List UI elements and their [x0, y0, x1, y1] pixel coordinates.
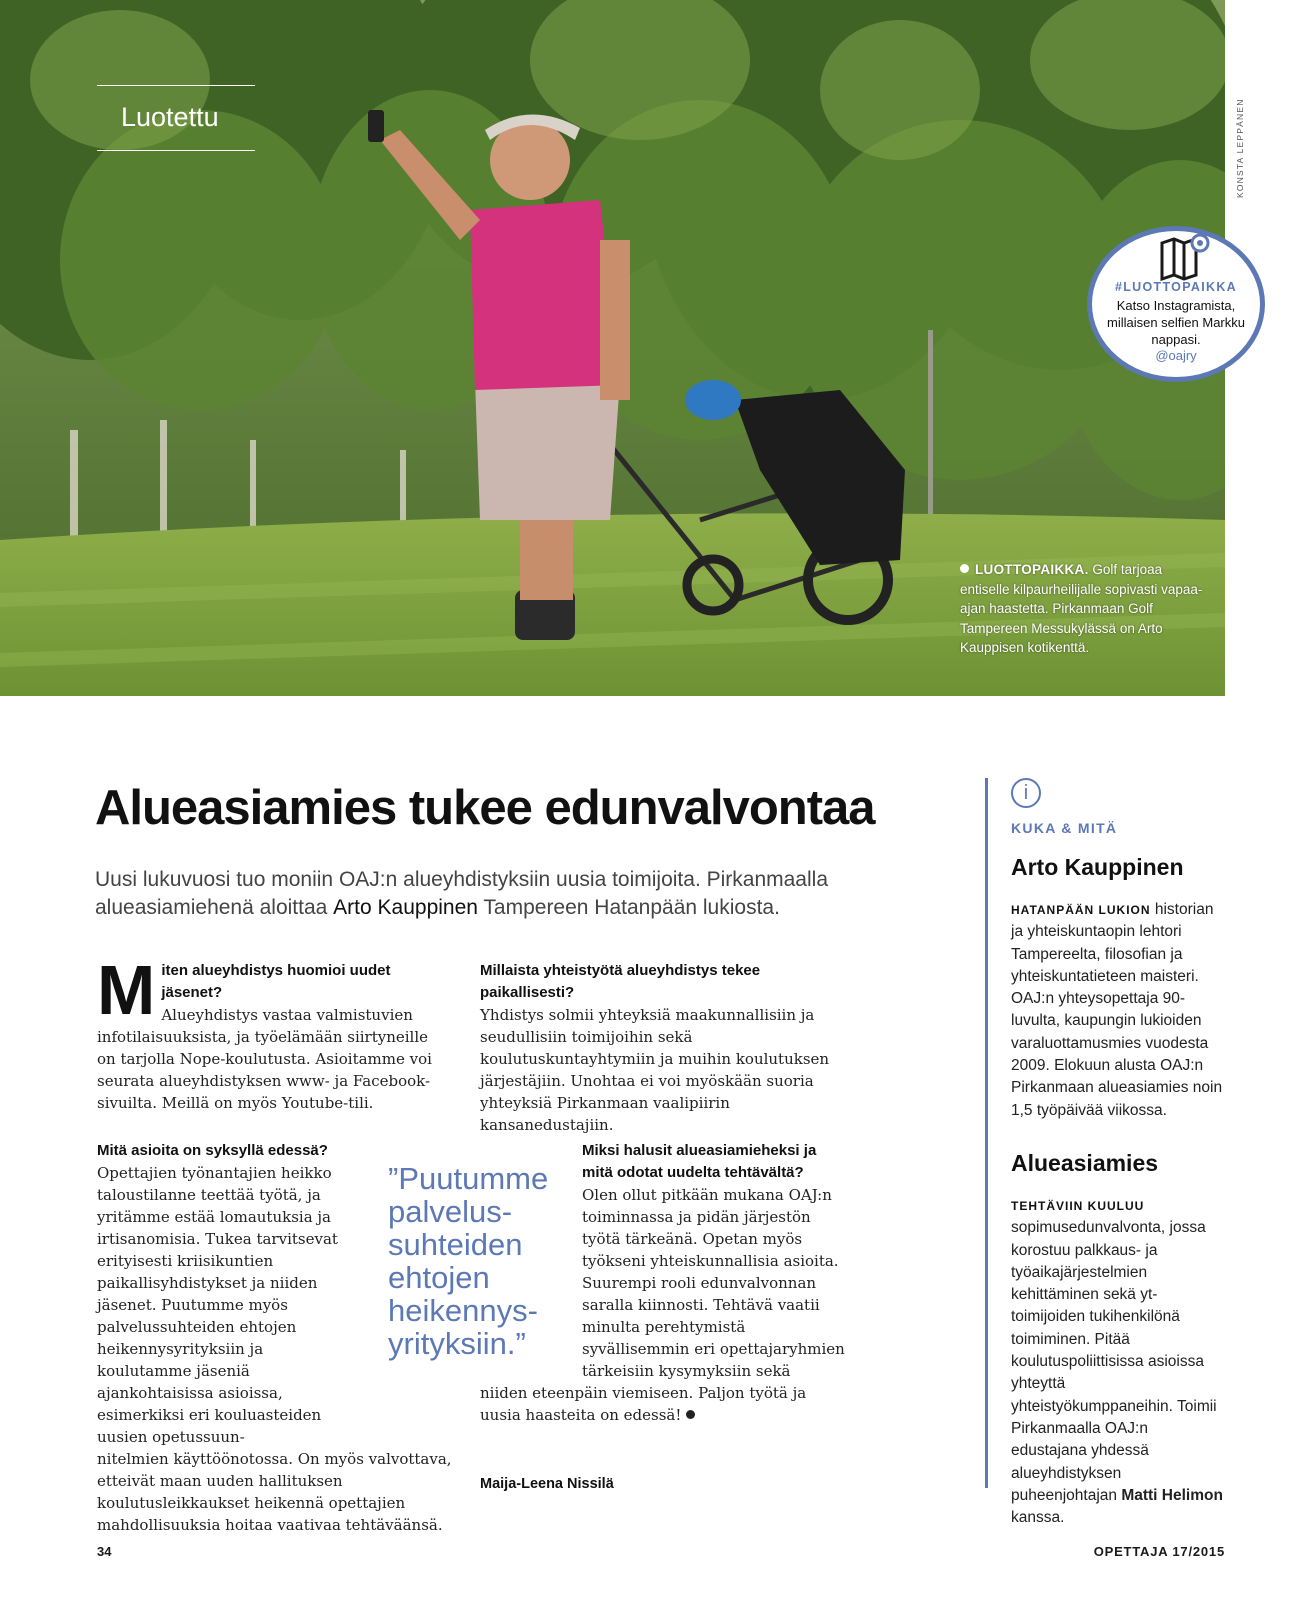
- bullet-icon: [960, 564, 969, 573]
- hashtag: #LUOTTOPAIKKA: [1115, 280, 1237, 294]
- question: Mitä asioita on syksyllä edessä?: [97, 1142, 328, 1159]
- qa-2: [480, 960, 850, 1136]
- answer: Alueyhdistys vastaa valmistuvien infotilaisuuksista, ja työelämään siirtyneille on tarjolla Nope-koulutusta. Asioitamme voi seurata alueyhdistyksen www- ja Facebook-sivuilta. Meillä on myös Youtube-tili.: [97, 1006, 432, 1112]
- photo-credit: KONSTA LEPPÄNEN: [1235, 98, 1245, 198]
- sidebar-heading: Alueasiamies: [1011, 1149, 1159, 1176]
- instagram-text: Katso Instagramista, millaisen selfien Markku nappasi.: [1107, 298, 1245, 347]
- instagram-handle[interactable]: @oajry: [1155, 348, 1197, 363]
- map-pin-icon: [1154, 231, 1212, 281]
- question: Miksi halusit alueasiamieheksi ja mitä odotat uudelta tehtävältä?: [582, 1142, 817, 1181]
- answer: Opettajien työnantajien heikko taloustilanne teettää työtä, ja yritämme estää lomautuksia ja irtisanomisia. Tukea tarvitsevat erityisesti kriisikuntien paikallisyhdistykset ja niiden jäsenet. Puutumme myös palvelussuhteiden ehtojen heikennysyrityksiin ja koulutamme jäseniä ajankohtaisissa asioissa, esimerkiksi eri kouluasteiden uusien opetussuun-: [97, 1164, 338, 1446]
- lead-paragraph: Uusi lukuvuosi tuo moniin OAJ:n alueyhdistyksiin uusia toimijoita. Pirkanmaalla alueasiamiehenä aloittaa Arto Kauppinen Tampereen Hatanpään lukiosta.: [95, 868, 829, 919]
- answer: Olen ollut pitkään mukana OAJ:n toiminnassa ja pidän järjestön työtä tärkeänä. Opetan myös työkseni yhteiskunnallisia asioita. Suurempi rooli edunvalvonnan saralla kiinnosti. Tehtävä vaatii minulta perehtymistä syvällisemmin eri opettajaryhmien tärkeisiin kysymyksiin sekä: [582, 1186, 845, 1380]
- page-number: 34: [97, 1544, 112, 1559]
- photo-caption: LUOTTOPAIKKA. Golf tarjoaa entiselle kilpaurheilijalle sopivasti vapaa-ajan haastetta. Pirkanmaan Golf Tampereen Messukylässä on Arto Kauppisen kotikenttä.: [960, 562, 1203, 656]
- question: Millaista yhteistyötä alueyhdistys tekee paikallisesti?: [480, 962, 761, 1001]
- headline: Alueasiamies tukee edunvalvontaa: [95, 781, 875, 835]
- sidebar-bio: HATANPÄÄN LUKION historian ja yhteiskuntaopin lehtori Tampereelta, filosofian ja yhteiskuntatieteen maisteri. OAJ:n yhteysopettaja 90-luvulta, kaupungin lukioiden varaluottamusmies vuodesta 2009. Elokuun alusta OAJ:n Pirkanmaan alueasiamies noin 1,5 työpäivää viikossa.: [1011, 901, 1223, 1119]
- answer: Yhdistys solmii yhteyksiä maakunnallisiin ja seudullisiin toimijoihin sekä koulutuskuntayhtymiin ja muihin koulutuksen järjestäjiin. Unohtaa ei voi myöskään suoria yhteyksiä Pirkanmaan vaalipiirin kansanedustajiin.: [480, 1006, 830, 1134]
- question: iten alueyhdistys huomioi uudet jäsenet?: [161, 962, 391, 1001]
- hero-photo: [0, 0, 1225, 696]
- section-label: Luotettu: [97, 85, 255, 151]
- sidebar-duties: TEHTÄVIIN KUULUU sopimusedunvalvonta, jossa korostuu palkkaus- ja työaikajärjestelmien kehittäminen sekä yt-toimijoiden tukihenkilönä toimiminen. Pitää koulutuspoliittisissa asioissa yhteyttä yhteistyökumppaneihin. Toimii Pirkanmaalla OAJ:n edustajana yhdessä alueyhdistyksen puheenjohtajan Matti Helimon kanssa.: [1011, 1198, 1223, 1527]
- instagram-badge[interactable]: [1087, 226, 1265, 382]
- drop-cap: M: [97, 951, 156, 1029]
- sidebar-name: Arto Kauppinen: [1011, 854, 1184, 880]
- qa-4: [480, 1140, 850, 1426]
- end-mark-icon: [686, 1410, 695, 1419]
- byline: Maija-Leena Nissilä: [480, 1476, 614, 1492]
- answer-continued: niiden eteenpäin viemiseen. Paljon työtä ja uusia haasteita on edessä!: [480, 1384, 807, 1424]
- answer-continued: nitelmien käyttöönotossa. On myös valvottava, etteivät maan uuden hallituksen koulutusleikkaukset heikennä opettajien mahdollisuuksia hoitaa vaativaa tehtäväänsä.: [97, 1450, 452, 1534]
- info-icon: i: [1011, 778, 1041, 808]
- sidebar-rule: [985, 778, 988, 1488]
- pull-quote: ”Puutumme palvelus-suhteiden ehtojen heikennys-yrityksiin.”: [388, 1161, 549, 1361]
- sidebar-kicker: KUKA & MITÄ: [1011, 820, 1118, 836]
- qa-1: [97, 951, 447, 1114]
- issue-label: OPETTAJA 17/2015: [1093, 1544, 1225, 1559]
- info-sidebar: [1011, 778, 1226, 1529]
